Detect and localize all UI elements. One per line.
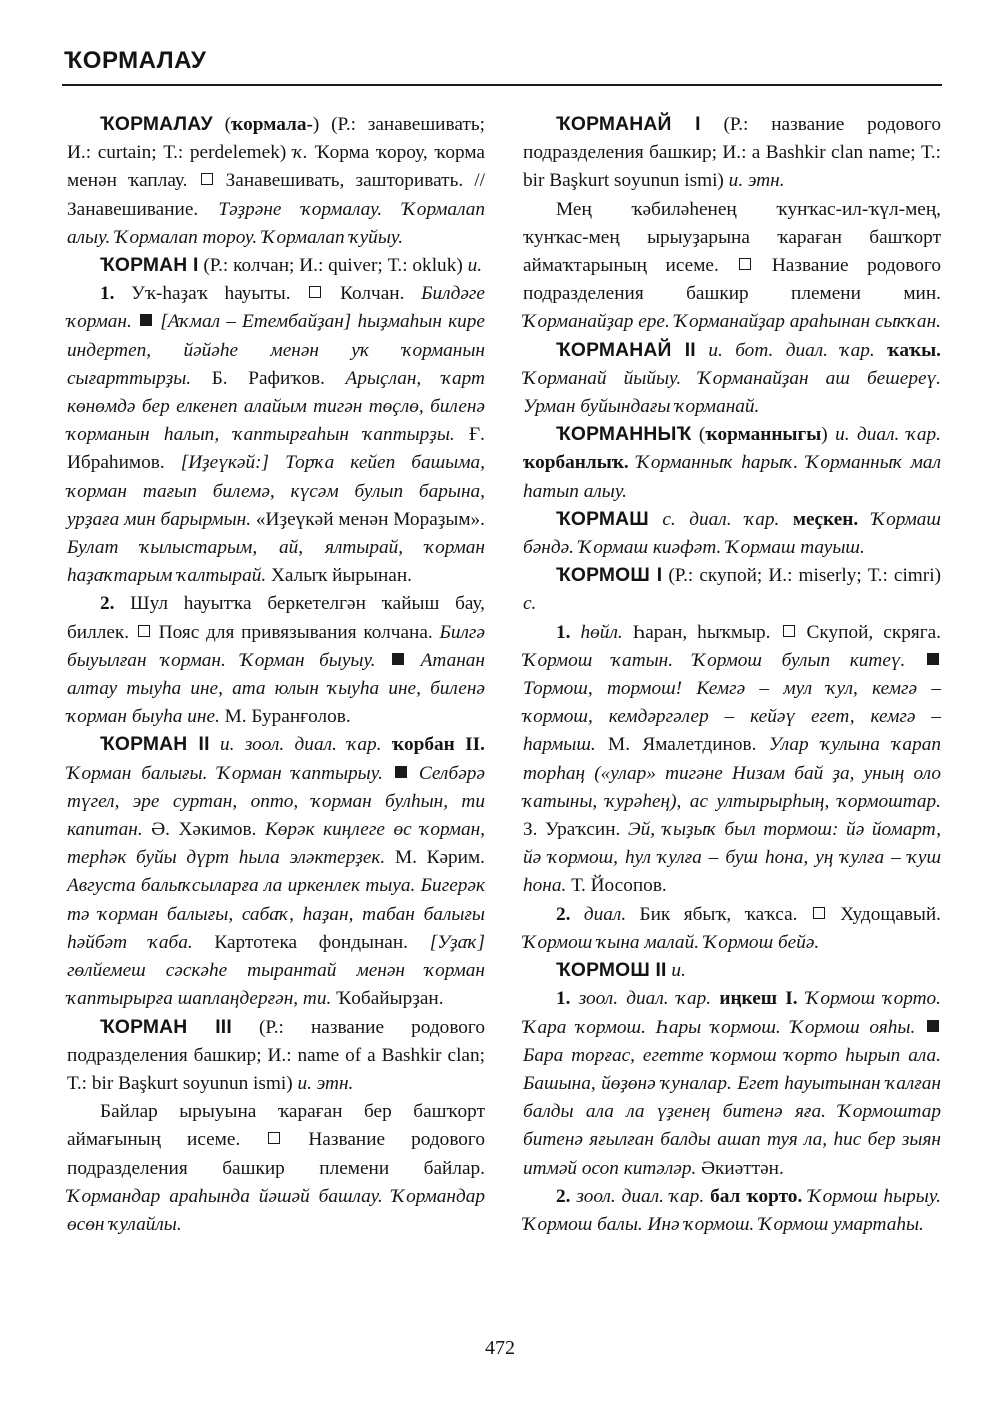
left-column <box>67 111 485 1239</box>
text: ) (Р.: занавешивать; И.: curtain; Т.: perdelemek) <box>67 114 485 164</box>
entry-korman-2 <box>67 731 485 1013</box>
translation: Худощавый. <box>826 903 941 925</box>
sense-number: 2. <box>556 1185 571 1207</box>
text <box>210 734 220 755</box>
word-form: ҡорманныгы <box>705 424 822 446</box>
text: ( <box>212 114 231 135</box>
examples: Тәҙрәне ҡормалау. Ҡормалап алыу. Ҡормалап тороу. Ҡормалап ҡуйыу. <box>67 198 485 248</box>
text <box>696 340 708 361</box>
example: Билгә быуылған ҡорман. Ҡорман быуыу. <box>67 621 485 671</box>
examples: Ҡорманныҡ һарыҡ. Ҡорманныҡ мал һатып алыу. <box>523 452 941 502</box>
sense-number: 2. <box>556 903 571 925</box>
text <box>798 988 806 1009</box>
usage-label: и. бот. диал. ҡар. <box>708 339 875 361</box>
text: (Р.: колчан; И.: quiver; Т.: okluk) <box>198 255 468 277</box>
headword: ҠОРМАНАЙ II <box>556 339 696 361</box>
example: Арыҫлан, ҡарт көнөмдә бер елкенеп алайым тигән төҫлө, биленә ҡорманын һалып, ҡаптырғаһын ҡаптырҙы. <box>67 367 485 446</box>
entry-kormanai-1 <box>523 111 941 196</box>
header-rule <box>62 84 942 86</box>
white-square-icon <box>309 286 321 298</box>
headword: ҠОРМАШ <box>556 508 649 530</box>
translation: Пояс для привязывания колчана. <box>151 621 440 643</box>
sense-number: 1. <box>556 621 571 643</box>
sense-number: 2. <box>100 593 115 615</box>
sense-1 <box>523 985 941 1182</box>
definition: Байлар ырыуына ҡараған бер башҡорт аймағының исеме. <box>67 1101 485 1151</box>
cross-reference: ҡаҡы. <box>887 339 941 361</box>
usage-label: с. диал. ҡар. <box>662 508 780 530</box>
example: Атанан алтау тыуһа ине, ата юлын ҡыуһа ине, биленә ҡорман быуһа ине. <box>67 649 485 728</box>
source: М. Ямалетдинов. <box>595 734 769 756</box>
definition: Уҡ-һаҙаҡ һауыты. <box>114 283 308 305</box>
entry-korman-1 <box>67 252 485 280</box>
source: Т. Йосопов. <box>566 875 667 897</box>
white-square-icon <box>813 907 825 919</box>
translation: Название родового подразделения башкир племени мин. <box>523 255 941 305</box>
cross-reference: иңкеш I. <box>719 988 798 1010</box>
source: Ғ. Ибраһимов. <box>67 424 485 474</box>
right-column <box>523 111 941 1239</box>
word-form: ҡормала- <box>231 114 313 135</box>
text <box>381 734 391 755</box>
sense-1 <box>523 619 941 901</box>
cross-reference: бал ҡорто. <box>710 1185 803 1207</box>
translation: Колчан. <box>323 283 422 305</box>
cross-reference: ҡорбанлыҡ. <box>523 452 629 474</box>
headword: ҠОРМОШ I <box>556 565 663 587</box>
examples: Ҡорманай йыйыу. Ҡорманайҙан аш бешереү. Урман буйындағы ҡорманай. <box>523 367 941 418</box>
definition: Ҡорма ҡороу, ҡорма менән ҡаплау. <box>67 142 485 192</box>
source: Әкиәттән. <box>696 1157 784 1179</box>
translation: Скупой, скряга. <box>796 621 941 643</box>
usage-label: и. диал. ҡар. <box>835 424 942 446</box>
pos-label: и. <box>467 255 483 277</box>
text: ( <box>691 424 706 446</box>
source: М. Кәрим. <box>385 847 485 869</box>
text <box>570 988 578 1009</box>
examples: Ҡормош ҡына малай. Ҡормош бейә. <box>523 931 820 953</box>
page-number: 472 <box>485 1337 515 1359</box>
text <box>779 509 793 530</box>
example: Ҡормош ҡорто. Ҡара ҡормош. Һары ҡормош. Ҡормош ояһы. <box>523 988 941 1038</box>
pos-label: и. <box>671 960 686 982</box>
example: Тормош, тормош! Кемгә – мул ҡул, кемгә – ҡормош, кемдәргәлер – кейәү егет, кемгә – һармыш. <box>523 678 941 756</box>
source: Б. Рафиҡов. <box>191 367 346 389</box>
black-square-icon <box>140 314 152 326</box>
headword: ҠОРМАННЫҠ <box>556 424 692 446</box>
cross-reference: ҡорбан II. <box>391 734 485 756</box>
black-square-icon <box>927 653 939 665</box>
translation: Занавешивать, зашторивать. // Занавешивание. <box>67 170 485 220</box>
usage-label: һөйл. <box>580 621 623 643</box>
source: З. Ураҡсин. <box>523 819 629 841</box>
examples: Ҡормандар араһында йәшәй башлау. Ҡормандар өсөн ҡулайлы. <box>67 1185 485 1235</box>
black-square-icon <box>395 766 407 778</box>
pos-label: ҡ. <box>292 142 308 164</box>
pos-label: с. <box>523 593 537 615</box>
example: Ҡорман балығы. Ҡорман ҡаптырыу. <box>67 762 383 784</box>
sense-2 <box>523 1183 941 1239</box>
example: Августа балыҡсыларға ла иркенлек тыуа. Бигерәк тә ҡорман балығы, сабаҡ, һаҙан, табан балығы һәйбәт ҡаба. <box>67 875 485 953</box>
example: [Иҙеүкәй:] Торҡа кейеп башыма, ҡорман тағып билемә, күсәм булып барына, урҙаға мин барырмын. <box>67 452 485 530</box>
example: Ҡормош ҡатын. Ҡормош булып китеү. <box>523 649 906 671</box>
text: (Р.: название родового подразделения башкир; И.: name of a Bashkir clan; Т.: bir Başkurt soyunun ismi) <box>67 1016 485 1094</box>
text: (Р.: название родового подразделения башкир; И.: a Bashkir clan name; Т.: bir Başkurt soyunun ismi) <box>523 114 941 192</box>
text <box>570 622 580 643</box>
entry-kormash <box>523 506 941 562</box>
headword: ҠОРМАЛАУ <box>100 114 213 135</box>
headword: ҠОРМАН II <box>100 734 210 756</box>
example: [Аҡмал – Етембайҙан] һыҙмаһын кире индертеп, йәйәһе менән уҡ ҡорманын сығарттырҙы. <box>67 311 485 389</box>
source: Картотека фондынан. <box>192 931 430 953</box>
headword: ҠОРМАН I <box>100 255 199 277</box>
cross-reference: меҫкен. <box>792 508 859 530</box>
sense-2 <box>67 590 485 731</box>
definition: Мең ҡәбиләһенең ҡунҡас-ил-ҡүл-мең, ҡунҡас-мең ырыуҙарына ҡараған башҡорт аймаҡтарының исеме. <box>523 198 941 277</box>
definition-paragraph <box>523 196 941 337</box>
running-head: ҠОРМАЛАУ <box>64 47 207 74</box>
definition: Бик ябыҡ, ҡаҡса. <box>626 903 811 925</box>
black-square-icon <box>392 653 404 665</box>
example: Улар ҡулына ҡарап торһаң («улар» тигәне Низам бай ҙа, уның оло ҡатыны, ҡурәһең), ас ултырырһың, ҡормоштар. <box>523 734 941 812</box>
example: Булат ҡылыстарым, ай, ялтырай, ҡорман һаҙаҡтарым ҡалтырай. <box>67 537 485 587</box>
definition: Шул һауытҡа беркетелгән ҡайыш бау, биллек. <box>67 593 485 643</box>
definition: Һаран, һыҡмыр. <box>622 621 781 643</box>
headword: ҠОРМАНАЙ I <box>556 114 701 135</box>
definition-paragraph <box>67 1098 485 1239</box>
text <box>649 509 663 530</box>
example: Көрәк киңлеге өс ҡорман, терһәк буйы дүрт һыла эләктерҙек. <box>67 819 485 869</box>
usage-label: диал. <box>583 903 627 925</box>
usage-label: и. этн. <box>297 1072 354 1094</box>
headword: ҠОРМАН III <box>100 1016 232 1038</box>
white-square-icon <box>739 258 751 270</box>
text: ) <box>821 424 836 446</box>
usage-label: и. этн. <box>728 170 785 192</box>
text: (Р.: скупой; И.: miserly; Т.: cimri) <box>662 565 941 587</box>
example: Эй, ҡыҙыҡ был тормош: йә йомарт, йә ҡормош, һул ҡулға – буш һона, уң ҡулға – ҡуш һона. <box>523 819 942 897</box>
entry-kormosh-2 <box>523 957 941 985</box>
example: Селбәрә түгел, эре суртан, опто, ҡорман булһын, ти капитан. <box>67 762 485 841</box>
source: Ә. Хәкимов. <box>142 819 265 841</box>
sense-number: 1. <box>556 988 571 1010</box>
source: Ҡобайырҙан. <box>331 988 444 1010</box>
text <box>875 340 887 361</box>
source: М. Буранғолов. <box>219 706 351 728</box>
text <box>570 904 583 925</box>
sense-1 <box>67 280 485 590</box>
headword: ҠОРМОШ II <box>556 960 667 982</box>
source: «Иҙеүкәй менән Мораҙым». <box>251 508 486 530</box>
entry-kormalau <box>67 111 485 252</box>
example: Бара торғас, егетте ҡормош ҡорто һырып ала. Башына, йөҙөнә ҡуналар. Егет һауытынан ҡалған балды ала ла үҙенең битенә яға. Ҡормоштар битенә яғылған балды ашап туя ла, һис бер зыян итмәй осоп китәләр. <box>523 1044 941 1179</box>
white-square-icon <box>138 625 150 637</box>
entry-kormannyk <box>523 421 941 506</box>
usage-label: зоол. диал. ҡар. <box>576 1185 705 1207</box>
white-square-icon <box>268 1132 280 1144</box>
examples: Ҡормош һырыу. Ҡормош балы. Инә ҡормош. Ҡормош умартаһы. <box>523 1185 941 1235</box>
examples: Ҡормаш бәндә. Ҡормаш киәфәт. Ҡормаш тауыш. <box>523 508 941 559</box>
white-square-icon <box>201 173 213 185</box>
black-square-icon <box>927 1020 939 1032</box>
example: [Уҙаҡ] гөлйемеш сәскәһе тырантай менән ҡорман ҡаптырырға шаплаңдерғән, ти. <box>67 931 485 1010</box>
translation: Название родового подразделения башкир племени байлар. <box>67 1129 485 1179</box>
entry-kormanai-2 <box>523 337 941 422</box>
white-square-icon <box>783 625 795 637</box>
usage-label: зоол. диал. ҡар. <box>578 988 712 1010</box>
sense-2 <box>523 901 941 957</box>
usage-label: и. зоол. диал. ҡар. <box>220 734 382 756</box>
sense-number: 1. <box>100 283 115 305</box>
example: Билдәге ҡорман. <box>67 283 485 333</box>
entry-korman-3 <box>67 1014 485 1099</box>
text <box>858 509 872 530</box>
examples: Ҡорманайҙар ере. Ҡорманайҙар араһынан сыҡҡан. <box>523 311 941 333</box>
source: Халыҡ йырынан. <box>266 565 412 587</box>
entry-kormosh-1 <box>523 562 941 618</box>
